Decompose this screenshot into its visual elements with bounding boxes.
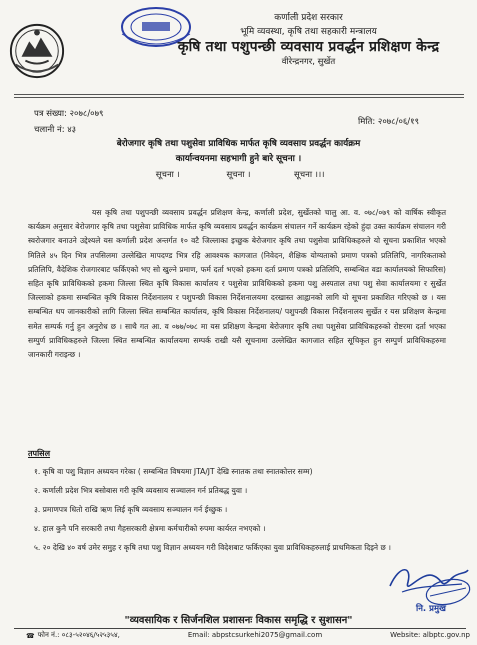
- subject-line-2: कार्यान्वयनमा सहभागी हुने बारे सूचना ।: [175, 154, 302, 164]
- subject-line-1: बेरोजगार कृषि तथा पशुसेवा प्राविधिक मार्फत कृषि व्यवसाय प्रवर्द्धन कार्यक्रम: [116, 139, 361, 149]
- footer-email: Email: abpstcsurkehi2075@gmail.com: [187, 631, 323, 639]
- footer-contact: [26, 631, 470, 640]
- letter-date: मिति: २०७८/०६/१९: [358, 117, 419, 127]
- notice-body: यस कृषि तथा पशुपन्छी व्यवसाय प्रवर्द्धन प्रशिक्षण केन्द्र, कर्णाली प्रदेश, सुर्खेतको चालु आ. व. ०७८/०७९ को वार्षिक स्वीकृत कार्यक्रम अनुसार बेरोजगार कृषि तथा पशुसेवा प्राविधिक मार्फत कृषि व्यवसाय प्रवर्द्धन कार्यक्रम संचालन गर्ने कार्यक्रम रहेको हुंदा उक्त कार्यक्रम संचालन गरी स्वरोजगार बनाउने उद्देश्यले यस कर्णाली प्रदेश अन्तर्गत १० वटै जिल्लाका इच्छुक बेरोजगार कृषि तथा पशुसेवा प्राविधिकहरुले यो सूचना प्रकाशित भएको मितिले ४५ दिन भित्र तपसिलमा उल्लेखित मापदण्ड भित्र रहि आवश्यक कागजात (निवेदन, शैक्षिक योग्यताको प्रमाण पत्रको प्रतिलिपि, नागरिकताको प्रतिलिपि, वैदेशिक रोजगारबाट फर्किएको भए सो खुल्ने प्रमाण, फर्म दर्ता भएको हकमा दर्ता प्रमाण पत्रको प्रतिलिपि, सम्बन्धित वडा कार्यालयको सिफारिस) सहित कृषि प्राविधिकको हकमा जिल्ला स्थित कृषि विकास कार्यालय र पशुसेवा प्राविधिकको हकमा पशु अस्पताल तथा पशु सेवा कार्यालयमा र सुर्खेत जिल्लाको हकमा सम्बन्धित कृषि विकास निर्देशनालय र पशुपन्छी विकास निर्देशनालयमा दरखास्त आह्वानको लागि यो सूचना प्रकाशित गरिएको छ । यस सम्बन्धित थप जानकारीको लागि जिल्ला स्थित सम्बन्धित कार्यालय, कृषि विकास निर्देशनालय/ पशुपन्छी विकास निर्देशनालय सुर्खेत र यस प्रशिक्षण केन्द्रमा समेत सम्पर्क गर्नु हुन अनुरोध छ । साथै गत आ. व ०७७/०७८ मा यस प्रशिक्षण केन्द्रमा बेरोजगार कृषि तथा पशुसेवा प्राविधिकहरुको रोष्टरमा दर्ता भएका सम्पुर्ण प्राविधिकहरुले जिल्ला स्थित सम्बन्धित कार्यालयमा सम्पर्क राखी यसै सूचनामा उल्लेखित कागजात सहित सूचिकृत हुन सम्पुर्ण प्राविधिकहरुमा जानकारी गराइन्छ ।: [28, 208, 447, 360]
- header-ministry: भूमि व्यवस्था, कृषि तथा सहकारी मन्त्रालय: [240, 27, 377, 37]
- footer-divider: [14, 628, 466, 629]
- footer-website: Website: albptc.gov.np: [390, 631, 470, 639]
- header-divider: [14, 94, 464, 95]
- signatory-title: नि. प्रमुख: [416, 604, 446, 614]
- header-divider-2: [14, 97, 464, 98]
- government-emblem-icon: [8, 22, 66, 80]
- dispatch-number: चलानी नं: ४३: [34, 125, 77, 135]
- notice-label: सूचना ।: [226, 170, 251, 180]
- list-item: ३. प्रमाणपत्र धितो राखि ऋण लिई कृषि व्यवसाय सञ्चालन गर्न ईच्छुक ।: [34, 505, 228, 514]
- header-title: कृषि तथा पशुपन्छी व्यवसाय प्रवर्द्धन प्रशिक्षण केन्द्र: [177, 39, 440, 55]
- list-item: ५. २० देखि ४० वर्ष उमेर समुह र कृषि तथा पशु विज्ञान अध्ययन गरी विदेशबाट फर्किएका युवा प्राविधिकहरुलाई प्राथमिकता दिइने छ ।: [34, 543, 391, 552]
- header-province: कर्णाली प्रदेश सरकार: [274, 13, 343, 23]
- footer-phone: [26, 631, 120, 640]
- notice-repeat: [0, 169, 477, 180]
- list-item: ४. हाल कुनै पनि सरकारी तथा गैहसरकारी क्षेत्रमा कर्मचारीको रुपमा कार्यरत नभएको ।: [34, 524, 266, 533]
- notice-label: सूचना ।: [155, 170, 180, 180]
- reference-number: पत्र संख्या: २०७८/०७९: [34, 109, 104, 119]
- notice-label: सूचना ।।।: [293, 170, 325, 180]
- header-address: वीरेन्द्रनगर, सुर्खेत: [281, 57, 336, 67]
- footer-motto: "व्यवसायिक र सिर्जनशिल प्रशासनः विकास समृद्धि र सुशासन": [124, 615, 353, 626]
- list-item: १. कृषि वा पशु विज्ञान अध्ययन गरेका ( सम्बन्धित विषयमा JTA/JT देखि स्नातक तथा स्नातकोत्तर सम्म): [34, 467, 313, 476]
- tapasil-heading: तपसिल: [28, 449, 51, 458]
- list-item: २. कर्णाली प्रदेश भित्र बसोबास गरी कृषि व्यवसाय सञ्चालन गर्न प्रतिबद्ध युवा ।: [34, 486, 248, 495]
- criteria-list: [34, 462, 454, 554]
- phone-icon: ☎: [26, 631, 35, 640]
- phone-number: फोन नं.: ०८३-५२०४६/५२५३५४,: [37, 631, 120, 639]
